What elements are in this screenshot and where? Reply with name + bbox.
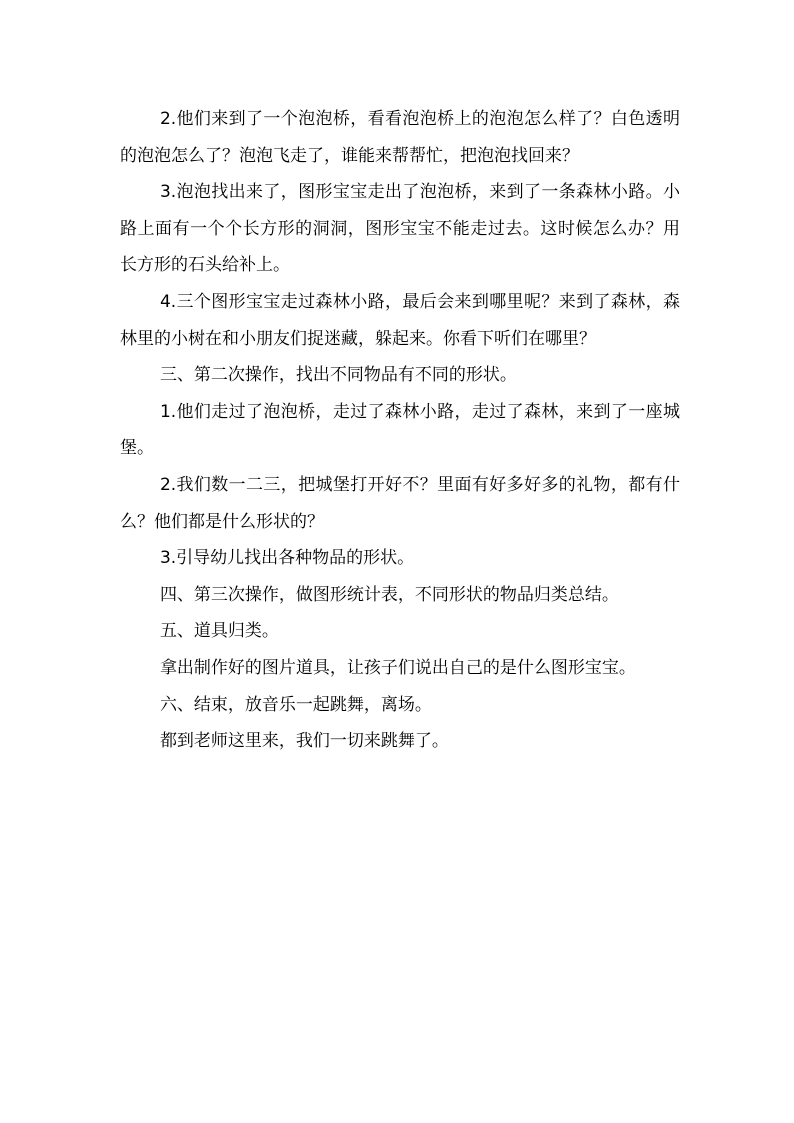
paragraph-forest: 4.三个图形宝宝走过森林小路，最后会来到哪里呢？来到了森林，森林里的小树在和小朋友们捉迷藏，躲起来。你看下听们在哪里？ bbox=[120, 291, 680, 349]
paragraph-picture-props: 拿出制作好的图片道具，让孩子们说出自己的是什么图形宝宝。 bbox=[159, 657, 636, 678]
section-heading-props: 五、道具归类。 bbox=[159, 621, 279, 642]
paragraph-forest-path: 3.泡泡找出来了，图形宝宝走出了泡泡桥，来到了一条森林小路。小路上面有一个个长方形的洞洞，图形宝宝不能走过去。这时候怎么办？用长方形的石头给补上。 bbox=[120, 182, 680, 276]
document-body bbox=[120, 101, 680, 760]
section-heading-second-operation: 三、第二次操作，找出不同物品有不同的形状。 bbox=[159, 365, 517, 386]
paragraph-bubble-bridge: 2.他们来到了一个泡泡桥，看看泡泡桥上的泡泡怎么样了？白色透明的泡泡怎么了？泡泡飞走了，谁能来帮帮忙，把泡泡找回来？ bbox=[120, 109, 680, 166]
paragraph-dance: 都到老师这里来，我们一切来跳舞了。 bbox=[159, 731, 449, 752]
section-heading-third-operation: 四、第三次操作，做图形统计表，不同形状的物品归类总结。 bbox=[159, 584, 619, 605]
section-heading-ending: 六、结束，放音乐一起跳舞，离场。 bbox=[159, 694, 432, 715]
paragraph-gifts: 2.我们数一二三，把城堡打开好不？里面有好多好多的礼物，都有什么？他们都是什么形状的？ bbox=[120, 474, 680, 532]
paragraph-castle: 1.他们走过了泡泡桥，走过了森林小路，走过了森林，来到了一座城堡。 bbox=[120, 401, 680, 459]
paragraph-find-shapes: 3.引导幼儿找出各种物品的形状。 bbox=[159, 548, 415, 569]
